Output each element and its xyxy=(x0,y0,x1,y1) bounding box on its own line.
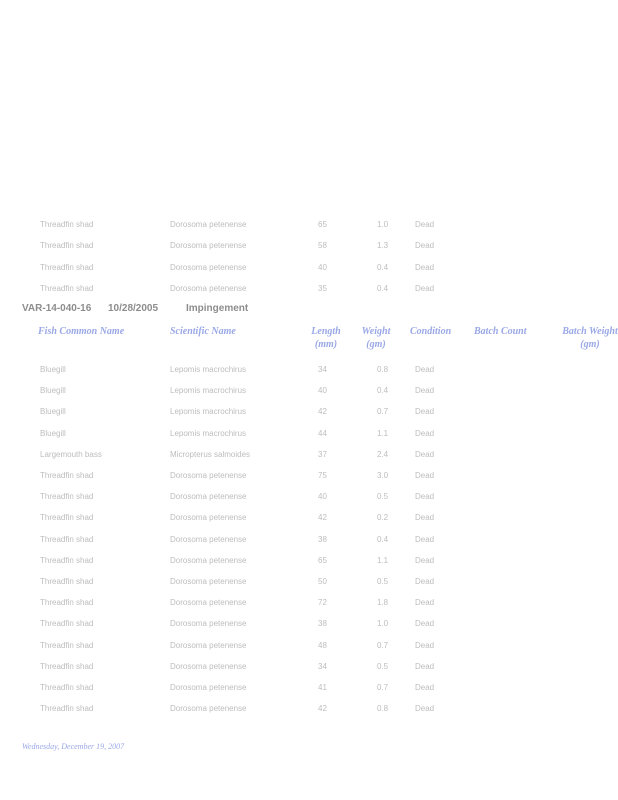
condition-cell: Dead xyxy=(415,683,435,692)
common-name-cell: Threadfin shad xyxy=(40,555,94,565)
table-row xyxy=(0,427,618,441)
common-name-cell: Threadfin shad xyxy=(40,241,94,251)
length-cell: 34 xyxy=(318,661,327,671)
scientific-name-cell: Lepomis macrochirus xyxy=(170,428,247,438)
scientific-name-cell: Dorosoma petenense xyxy=(170,704,247,714)
scientific-name-cell: Dorosoma petenense xyxy=(170,471,247,480)
weight-cell: 1.1 xyxy=(377,555,389,565)
condition-cell: Dead xyxy=(415,534,435,544)
common-name-cell: Threadfin shad xyxy=(40,598,94,608)
table-row xyxy=(0,533,618,547)
length-cell: 41 xyxy=(318,683,327,692)
table-row xyxy=(0,575,618,589)
table-row xyxy=(0,282,618,296)
weight-cell: 1.0 xyxy=(377,220,389,229)
common-name-cell: Threadfin shad xyxy=(40,577,94,586)
condition-cell: Dead xyxy=(415,704,435,714)
condition-cell: Dead xyxy=(415,449,435,459)
weight-cell: 1.3 xyxy=(377,241,389,251)
condition-cell: Dead xyxy=(415,220,435,229)
common-name-cell: Threadfin shad xyxy=(40,619,94,629)
table-row xyxy=(0,384,618,398)
length-cell: 35 xyxy=(318,283,327,293)
condition-cell: Dead xyxy=(415,640,435,650)
report-date-footer: Wednesday, December 19, 2007 xyxy=(22,742,125,751)
column-header-length: Length (mm) xyxy=(311,326,341,350)
scientific-name-cell: Dorosoma petenense xyxy=(170,534,247,544)
length-cell: 50 xyxy=(318,577,327,586)
table-row xyxy=(0,218,618,232)
common-name-cell: Threadfin shad xyxy=(40,534,94,544)
scientific-name-cell: Lepomis macrochirus xyxy=(170,386,247,396)
length-cell: 65 xyxy=(318,555,327,565)
common-name-cell: Threadfin shad xyxy=(40,283,94,293)
condition-cell: Dead xyxy=(415,619,435,629)
table-row xyxy=(0,490,618,504)
length-cell: 34 xyxy=(318,365,327,374)
condition-cell: Dead xyxy=(415,492,435,502)
length-cell: 37 xyxy=(318,449,327,459)
scientific-name-cell: Dorosoma petenense xyxy=(170,283,247,293)
length-cell: 48 xyxy=(318,640,327,650)
weight-cell: 0.2 xyxy=(377,513,389,523)
weight-cell: 0.7 xyxy=(377,683,389,692)
condition-cell: Dead xyxy=(415,513,435,523)
length-cell: 44 xyxy=(318,428,327,438)
scientific-name-cell: Dorosoma petenense xyxy=(170,661,247,671)
table-row xyxy=(0,511,618,525)
common-name-cell: Bluegill xyxy=(40,428,66,438)
common-name-cell: Bluegill xyxy=(40,407,66,417)
length-cell: 40 xyxy=(318,386,327,396)
condition-cell: Dead xyxy=(415,598,435,608)
scientific-name-cell: Dorosoma petenense xyxy=(170,555,247,565)
scientific-name-cell: Dorosoma petenense xyxy=(170,262,247,272)
weight-cell: 1.0 xyxy=(377,619,389,629)
column-header-batch-weight: Batch Weight (gm) xyxy=(562,326,618,350)
table-row xyxy=(0,469,618,483)
weight-cell: 1.8 xyxy=(377,598,389,608)
common-name-cell: Threadfin shad xyxy=(40,220,94,229)
column-header-scientific-name: Scientific Name xyxy=(170,326,236,337)
common-name-cell: Threadfin shad xyxy=(40,492,94,502)
condition-cell: Dead xyxy=(415,428,435,438)
weight-cell: 2.4 xyxy=(377,449,389,459)
common-name-cell: Bluegill xyxy=(40,365,66,374)
table-row xyxy=(0,617,618,631)
condition-cell: Dead xyxy=(415,555,435,565)
common-name-cell: Threadfin shad xyxy=(40,661,94,671)
length-cell: 42 xyxy=(318,513,327,523)
scientific-name-cell: Lepomis macrochirus xyxy=(170,365,247,374)
length-cell: 75 xyxy=(318,471,327,480)
length-cell: 40 xyxy=(318,262,327,272)
length-cell: 42 xyxy=(318,704,327,714)
scientific-name-cell: Dorosoma petenense xyxy=(170,683,247,692)
table-row xyxy=(0,639,618,653)
weight-cell: 0.7 xyxy=(377,407,389,417)
column-header-weight: Weight (gm) xyxy=(361,326,391,350)
column-header-condition: Condition xyxy=(410,326,452,337)
condition-cell: Dead xyxy=(415,365,435,374)
scientific-name-cell: Lepomis macrochirus xyxy=(170,407,247,417)
column-header-batch-count: Batch Count xyxy=(474,326,527,337)
scientific-name-cell: Dorosoma petenense xyxy=(170,220,247,229)
condition-cell: Dead xyxy=(415,407,435,417)
condition-cell: Dead xyxy=(415,262,435,272)
scientific-name-cell: Dorosoma petenense xyxy=(170,640,247,650)
length-cell: 40 xyxy=(318,492,327,502)
table-row xyxy=(0,554,618,568)
sample-id: VAR-14-040-16 xyxy=(22,303,92,314)
scientific-name-cell: Dorosoma petenense xyxy=(170,492,247,502)
scientific-name-cell: Dorosoma petenense xyxy=(170,577,247,586)
common-name-cell: Threadfin shad xyxy=(40,683,94,692)
weight-cell: 0.5 xyxy=(377,492,389,502)
length-cell: 42 xyxy=(318,407,327,417)
weight-cell: 0.5 xyxy=(377,661,389,671)
condition-cell: Dead xyxy=(415,386,435,396)
length-cell: 58 xyxy=(318,241,327,251)
condition-cell: Dead xyxy=(415,661,435,671)
condition-cell: Dead xyxy=(415,283,435,293)
table-row xyxy=(0,405,618,419)
weight-cell: 0.8 xyxy=(377,365,389,374)
scientific-name-cell: Dorosoma petenense xyxy=(170,619,247,629)
table-row xyxy=(0,239,618,253)
condition-cell: Dead xyxy=(415,577,435,586)
table-row xyxy=(0,261,618,275)
length-cell: 65 xyxy=(318,220,327,229)
weight-cell: 0.8 xyxy=(377,704,389,714)
length-cell: 38 xyxy=(318,619,327,629)
condition-cell: Dead xyxy=(415,471,435,480)
length-cell: 72 xyxy=(318,598,327,608)
column-header-common-name: Fish Common Name xyxy=(38,326,125,337)
table-row xyxy=(0,596,618,610)
scientific-name-cell: Dorosoma petenense xyxy=(170,513,247,523)
scientific-name-cell: Dorosoma petenense xyxy=(170,241,247,251)
weight-cell: 0.5 xyxy=(377,577,389,586)
table-row xyxy=(0,448,618,462)
weight-cell: 0.4 xyxy=(377,262,389,272)
table-row xyxy=(0,702,618,716)
table-row xyxy=(0,660,618,674)
common-name-cell: Bluegill xyxy=(40,386,66,396)
common-name-cell: Threadfin shad xyxy=(40,262,94,272)
common-name-cell: Largemouth bass xyxy=(40,449,102,459)
weight-cell: 1.1 xyxy=(377,428,389,438)
weight-cell: 0.4 xyxy=(377,283,389,293)
weight-cell: 0.7 xyxy=(377,640,389,650)
condition-cell: Dead xyxy=(415,241,435,251)
common-name-cell: Threadfin shad xyxy=(40,471,94,480)
scientific-name-cell: Dorosoma petenense xyxy=(170,598,247,608)
weight-cell: 0.4 xyxy=(377,386,389,396)
length-cell: 38 xyxy=(318,534,327,544)
sample-type: Impingement xyxy=(186,303,249,314)
common-name-cell: Threadfin shad xyxy=(40,513,94,523)
table-row xyxy=(0,363,618,377)
common-name-cell: Threadfin shad xyxy=(40,640,94,650)
scientific-name-cell: Micropterus salmoides xyxy=(170,449,251,459)
common-name-cell: Threadfin shad xyxy=(40,704,94,714)
weight-cell: 3.0 xyxy=(377,471,389,480)
sample-date: 10/28/2005 xyxy=(108,303,159,314)
weight-cell: 0.4 xyxy=(377,534,389,544)
table-row xyxy=(0,681,618,695)
